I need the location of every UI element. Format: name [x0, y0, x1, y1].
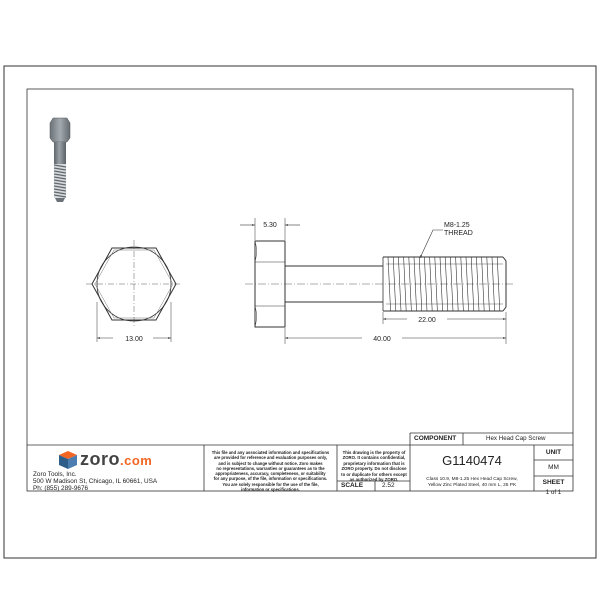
screw-3d-thumbnail	[50, 118, 70, 202]
disclaimer-line: appropriateness, accuracy, completeness, or suitability	[215, 471, 326, 477]
confidential-line: ZORO. It contains confidential,	[342, 455, 406, 461]
logo-suffix: .com	[120, 453, 153, 468]
dim-head-height: 5.30	[263, 222, 277, 229]
confidential-line: as authorized by ZORO.	[349, 477, 399, 483]
company-info	[33, 471, 157, 493]
unit-value: MM	[548, 464, 559, 471]
logo-text: zoro	[80, 449, 120, 469]
description-line: Yellow Zinc Plated Steel, 40 mm L, 25 PK	[427, 483, 517, 488]
disclaimer-line: You are solely responsible for the use of the file,	[222, 481, 319, 487]
unit-label: UNIT	[545, 449, 562, 456]
part-description	[410, 477, 534, 489]
confidential-line: This drawing is the property of	[342, 450, 406, 455]
disclaimer-line: are provided for reference and evaluation purposes only,	[213, 455, 327, 461]
disclaimer-text	[205, 450, 336, 492]
disclaimer-line: no representations, warranties or guarantees as to the	[216, 465, 325, 471]
confidential-line: to or duplicate for others except	[341, 471, 407, 477]
confidential-line: ZORO property. Do not disclose	[341, 466, 407, 472]
disclaimer-line: This file and any associated information and specifications	[211, 450, 330, 455]
part-number: G1140474	[442, 453, 502, 468]
disclaimer-line: and is subject to change without notice. Zoro makes	[218, 460, 323, 466]
confidential-text	[338, 450, 410, 482]
scale-label: SCALE	[341, 482, 364, 489]
component-value: Hex Head Cap Screw	[486, 435, 546, 442]
hex-end-view	[86, 240, 182, 342]
company-name: Zoro Tools, Inc.	[33, 471, 77, 478]
scale-value: 2.52	[382, 482, 395, 489]
confidential-line: proprietary information that is	[343, 460, 405, 466]
sheet-value: 1 of 1	[545, 489, 562, 496]
zoro-logo	[80, 449, 152, 470]
zoro-logo-cube-icon	[59, 451, 77, 469]
dim-across-flats: 13.00	[125, 336, 143, 343]
disclaimer-line: information or specifications.	[241, 487, 300, 493]
dim-overall-length: 40.00	[373, 336, 391, 343]
screw-side-view	[245, 241, 515, 327]
dim-thread-callout-line1: M8-1.25	[444, 222, 470, 229]
description-line: Class 10.9, M8-1.25 Hex Head Cap Screw,	[426, 477, 518, 482]
dim-thread-callout-line2: THREAD	[444, 230, 473, 237]
disclaimer-line: for any purpose, of the file, information or specifications.	[213, 476, 328, 482]
dim-thread-length: 22.00	[418, 317, 436, 324]
inner-frame	[27, 89, 573, 491]
component-label: COMPONENT	[414, 435, 457, 442]
sheet-label: SHEET	[542, 479, 565, 486]
company-address: 500 W Madison St, Chicago, IL 60661, USA	[33, 478, 158, 486]
company-phone: Ph: (855) 289-9676	[33, 485, 89, 493]
